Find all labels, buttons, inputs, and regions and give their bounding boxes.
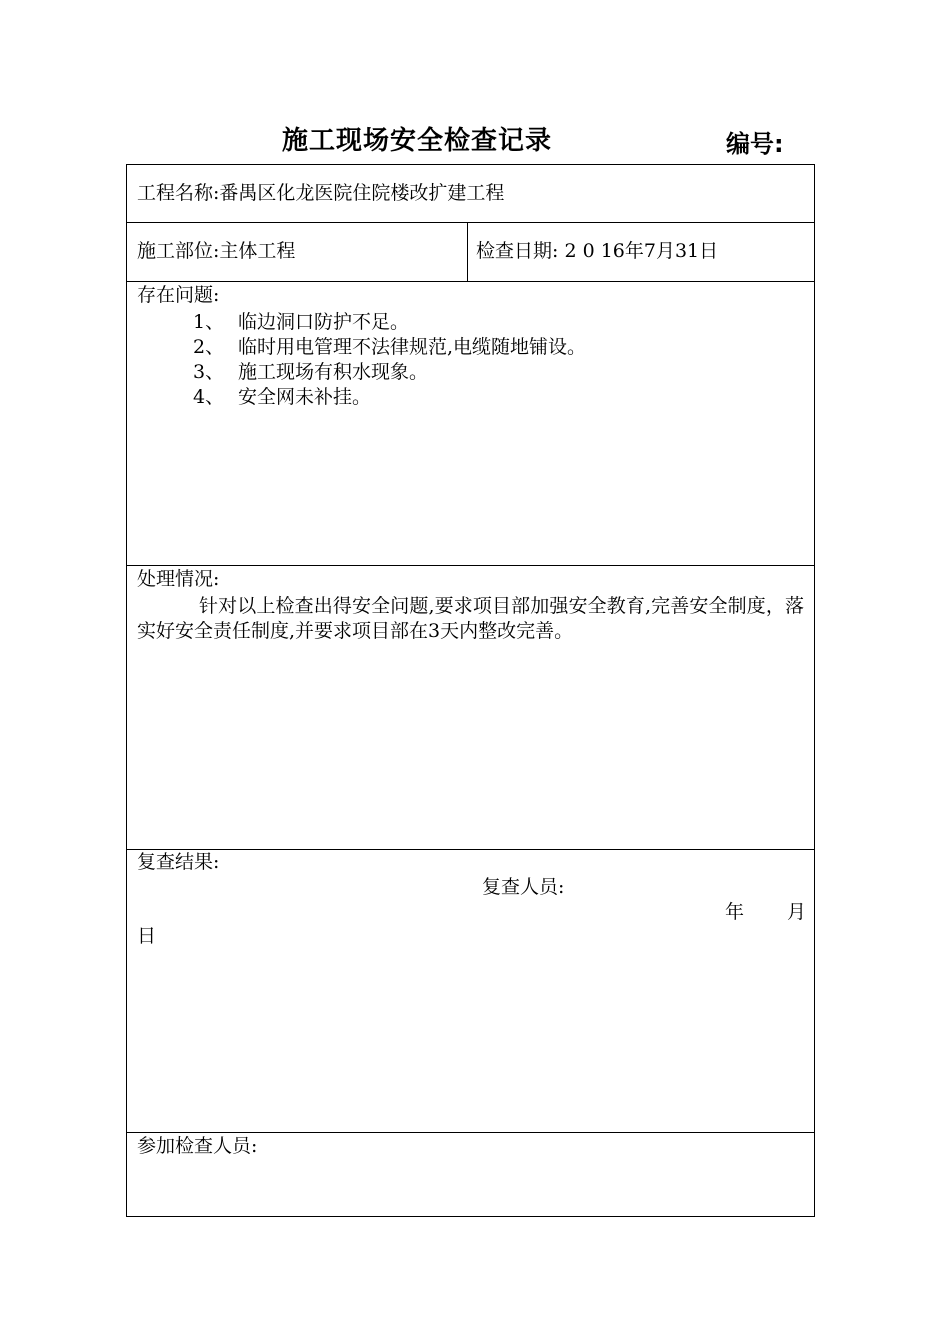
project-name: 工程名称:番禺区化龙医院住院楼改扩建工程 [137,182,505,204]
recheck-section [127,850,814,1133]
item-text: 安全网未补挂。 [238,386,372,408]
item-text: 临边洞口防护不足。 [238,311,410,333]
item-number: 2、 [193,336,225,358]
list-item [193,310,586,335]
number-label: 编号: [726,130,784,158]
inspection-form [126,164,815,1217]
recheck-heading: 复查结果: [137,851,220,873]
year-label: 年 [725,901,745,923]
issues-heading: 存在问题: [137,284,220,306]
cell-divider [467,223,468,281]
month-label: 月 [787,901,807,923]
issues-section [127,282,814,566]
handling-heading: 处理情况: [137,568,220,590]
location-date-row [127,223,814,282]
recheck-person-label: 复查人员: [482,876,565,898]
handling-text: 针对以上检查出得安全问题,要求项目部加强安全教育,完善安全制度，落实好安全责任制度,并要求项目部在3天内整改完善。 [137,595,804,642]
document-title: 施工现场安全检查记录 [282,126,553,156]
day-label: 日 [137,925,157,947]
item-text: 临时用电管理不法律规范,电缆随地铺设。 [238,336,587,358]
list-item [193,385,586,410]
list-item [193,360,586,385]
participants-section [127,1133,814,1218]
handling-section [127,566,814,850]
item-text: 施工现场有积水现象。 [238,361,429,383]
project-name-row [127,165,814,223]
issues-list [193,310,586,410]
item-number: 1、 [193,311,225,333]
participants-heading: 参加检查人员: [137,1135,258,1157]
construction-part: 施工部位:主体工程 [137,240,296,262]
list-item [193,335,586,360]
inspection-date: 检查日期: 2 0 16年7月31日 [476,240,719,262]
item-number: 3、 [193,361,225,383]
item-number: 4、 [193,386,225,408]
